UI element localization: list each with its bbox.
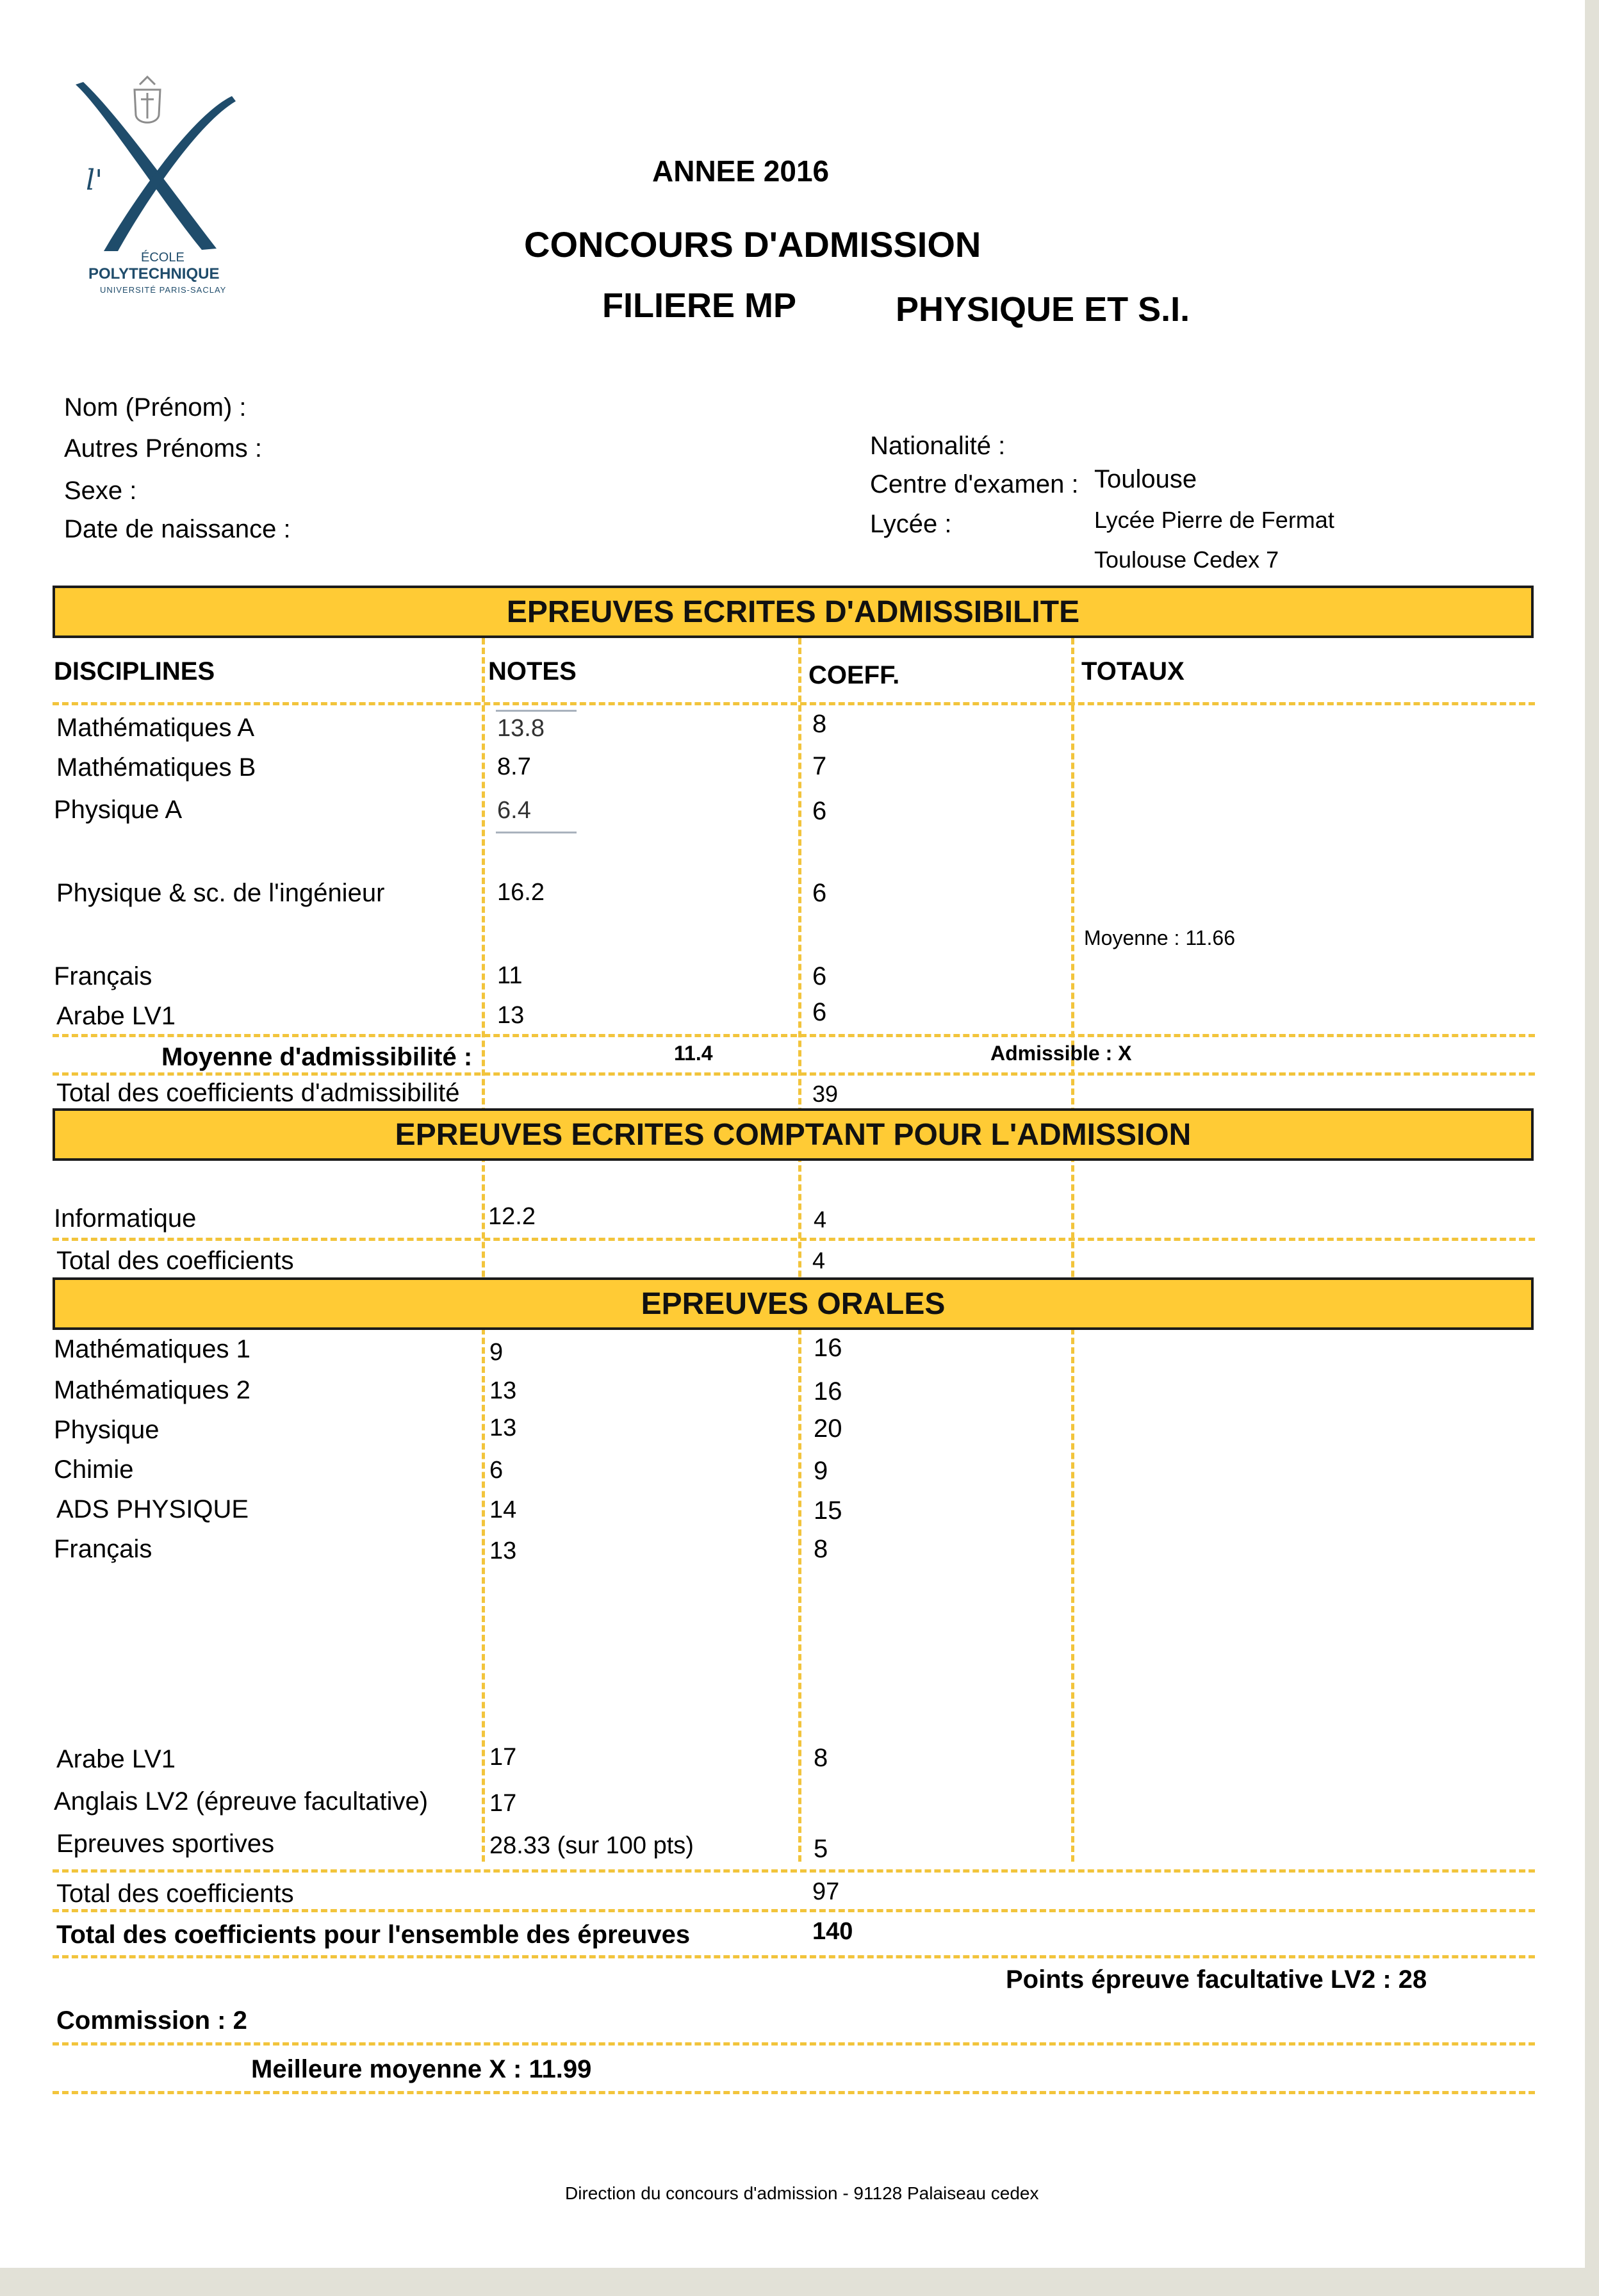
divider [53, 2042, 1535, 2046]
table-row-coeff: 6 [812, 962, 827, 990]
logo-university: UNIVERSITÉ PARIS-SACLAY [100, 285, 227, 295]
table-row-coeff: 15 [814, 1496, 842, 1525]
commission: Commission : 2 [56, 2006, 247, 2035]
table-row-discipline: Mathématiques 2 [54, 1376, 250, 1404]
total-coeff-oral-value: 97 [812, 1878, 840, 1905]
table-row-discipline: Chimie [54, 1456, 134, 1484]
divider [53, 702, 1535, 705]
table-row-discipline: ADS PHYSIQUE [56, 1495, 249, 1523]
table-row-discipline: Physique A [54, 796, 183, 824]
column-divider-notes [482, 638, 485, 1862]
page-edge-bottom [0, 2268, 1599, 2296]
table-row-note: 16.2 [497, 879, 545, 906]
table-row-note: 13 [489, 1538, 517, 1564]
filiere-heading: FILIERE MP [602, 286, 797, 325]
col-header-disciplines: DISCIPLINES [54, 657, 215, 685]
table-row-note: 17 [489, 1744, 517, 1771]
note-underline [496, 710, 577, 712]
divider [53, 1909, 1535, 1912]
admissibility-average-label: Moyenne d'admissibilité : [161, 1043, 473, 1071]
crest-icon [135, 77, 160, 122]
col-header-notes: NOTES [488, 657, 577, 685]
table-row-coeff: 8 [814, 1535, 828, 1563]
table-row-coeff: 5 [814, 1835, 828, 1863]
autres-prenoms-label: Autres Prénoms : [64, 434, 263, 463]
table-row-discipline: Mathématiques 1 [54, 1335, 250, 1363]
table-row-coeff: 9 [814, 1457, 828, 1485]
divider [53, 1955, 1535, 1958]
section-written-admissibility: EPREUVES ECRITES D'ADMISSIBILITE [53, 586, 1534, 638]
table-row-coeff: 6 [812, 998, 827, 1026]
table-row-note: 17 [489, 1790, 517, 1817]
table-row-coeff: 16 [814, 1377, 842, 1406]
table-row-coeff: 6 [812, 879, 827, 907]
sexe-label: Sexe : [64, 477, 137, 505]
col-header-totaux: TOTAUX [1081, 657, 1185, 685]
table-row-note: 12.2 [488, 1203, 536, 1230]
note-underline [496, 832, 577, 833]
logo-script-text: l' [86, 164, 103, 197]
centre-value: Toulouse [1094, 465, 1197, 493]
table-row-discipline: Arabe LV1 [56, 1745, 176, 1773]
polytechnique-logo [64, 70, 243, 314]
moyenne-total: Moyenne : 11.66 [1084, 926, 1236, 949]
total-coeff-oral-label: Total des coefficients [56, 1880, 294, 1908]
table-row-note: 28.33 (sur 100 pts) [489, 1832, 694, 1859]
table-row-note: 11 [497, 962, 523, 989]
table-row-coeff: 8 [812, 710, 827, 738]
table-row-note: 13 [497, 1002, 525, 1029]
table-row-discipline: Physique [54, 1416, 160, 1444]
divider [53, 1869, 1535, 1873]
section-oral: EPREUVES ORALES [53, 1277, 1534, 1330]
logo-name: POLYTECHNIQUE [88, 265, 220, 283]
divider [53, 1034, 1535, 1037]
divider [53, 2091, 1535, 2094]
total-coeff-admission-label: Total des coefficients [56, 1247, 294, 1275]
option-heading: PHYSIQUE ET S.I. [896, 290, 1190, 329]
total-coeff-admission-value: 4 [812, 1247, 826, 1274]
table-row-coeff: 4 [814, 1206, 827, 1233]
table-row-coeff: 16 [814, 1334, 842, 1362]
table-row-note: 9 [489, 1339, 504, 1366]
best-average: Meilleure moyenne X : 11.99 [251, 2055, 592, 2083]
table-row-note: 14 [489, 1496, 517, 1523]
lycee-value: Lycée Pierre de Fermat [1094, 507, 1334, 533]
total-coeff-admissibility-label: Total des coefficients d'admissibilité [56, 1079, 460, 1107]
year-heading: ANNEE 2016 [652, 154, 830, 188]
table-row-coeff: 20 [814, 1414, 842, 1443]
table-row-discipline: Informatique [54, 1204, 197, 1233]
table-row-discipline: Epreuves sportives [56, 1830, 275, 1858]
section-admission-written: EPREUVES ECRITES COMPTANT POUR L'ADMISSION [53, 1108, 1534, 1161]
admissibility-average-value: 11.4 [674, 1042, 713, 1065]
column-divider-totaux [1071, 638, 1074, 1862]
nationalite-label: Nationalité : [870, 432, 1006, 460]
table-row-discipline: Arabe LV1 [56, 1002, 176, 1030]
table-row-note: 13 [489, 1377, 517, 1404]
divider [53, 1238, 1535, 1241]
table-row-note: 13.8 [497, 715, 545, 742]
col-header-coeff: COEFF. [808, 661, 900, 689]
optional-points: Points épreuve facultative LV2 : 28 [1006, 1965, 1427, 1994]
grand-total-coeff-value: 140 [812, 1918, 853, 1945]
table-row-discipline: Physique & sc. de l'ingénieur [56, 879, 385, 907]
table-row-note: 6.4 [497, 797, 531, 824]
table-row-coeff: 6 [812, 797, 827, 825]
total-coeff-admissibility-value: 39 [812, 1081, 839, 1107]
table-row-discipline: Anglais LV2 (épreuve facultative) [54, 1787, 429, 1816]
footer-address: Direction du concours d'admission - 91128 Palaiseau cedex [565, 2183, 1039, 2203]
lycee-label: Lycée : [870, 510, 952, 538]
table-row-note: 8.7 [497, 753, 531, 780]
naissance-label: Date de naissance : [64, 515, 291, 543]
table-row-coeff: 7 [812, 752, 827, 780]
grand-total-coeff-label: Total des coefficients pour l'ensemble des épreuves [56, 1921, 691, 1949]
centre-label: Centre d'examen : [870, 470, 1079, 498]
page-edge-right [1585, 0, 1599, 2296]
table-row-discipline: Mathématiques A [56, 714, 255, 742]
page-title: CONCOURS D'ADMISSION [524, 224, 981, 265]
column-divider-coeff [798, 638, 801, 1862]
divider [53, 1072, 1535, 1076]
table-row-coeff: 8 [814, 1744, 828, 1772]
table-row-note: 13 [489, 1414, 517, 1441]
logo-ecole: ÉCOLE [141, 250, 184, 265]
table-row-discipline: Français [54, 962, 152, 990]
table-row-note: 6 [489, 1457, 504, 1484]
admissible-status: Admissible : X [990, 1042, 1132, 1065]
table-row-discipline: Français [54, 1535, 152, 1563]
lycee-city: Toulouse Cedex 7 [1094, 546, 1279, 573]
nom-label: Nom (Prénom) : [64, 393, 247, 422]
table-row-discipline: Mathématiques B [56, 753, 256, 782]
